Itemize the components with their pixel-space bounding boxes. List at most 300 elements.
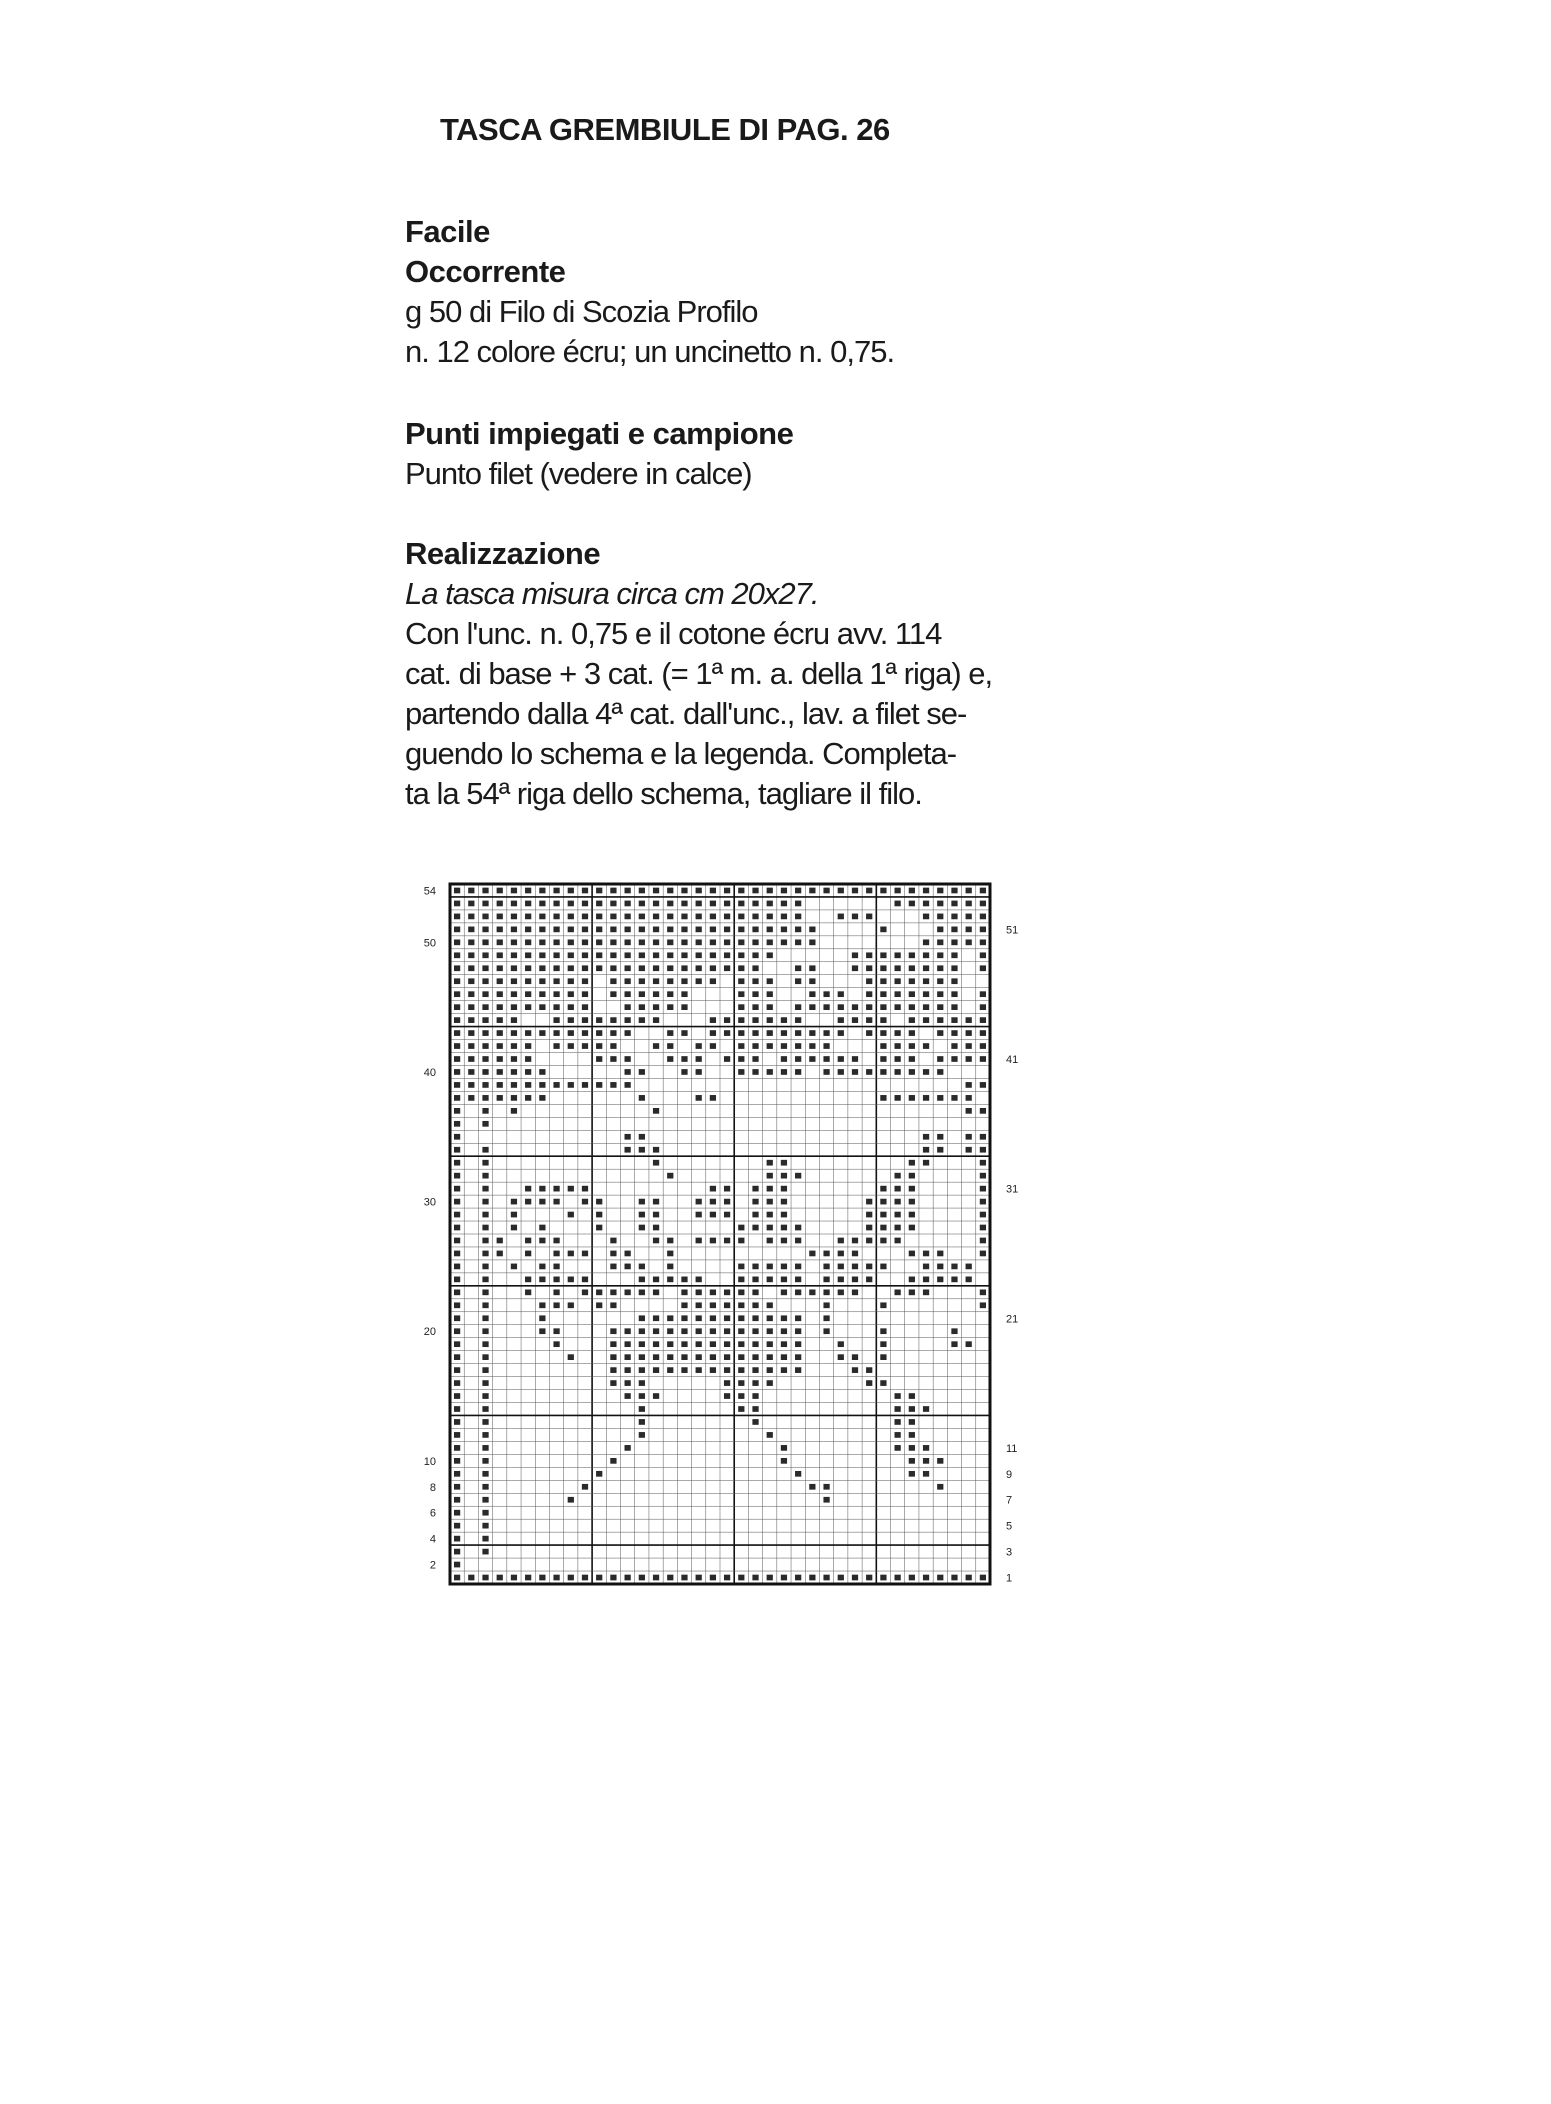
filled-cell xyxy=(966,1341,972,1347)
filled-cell xyxy=(951,1043,957,1049)
filled-cell xyxy=(880,1380,886,1386)
filled-cell xyxy=(951,1575,957,1581)
filled-cell xyxy=(880,1056,886,1062)
filled-cell xyxy=(923,965,929,971)
filled-cell xyxy=(937,1484,943,1490)
filled-cell xyxy=(553,1341,559,1347)
filled-cell xyxy=(937,991,943,997)
filled-cell xyxy=(525,1289,531,1295)
filled-cell xyxy=(866,1199,872,1205)
filled-cell xyxy=(454,939,460,945)
filled-cell xyxy=(895,1030,901,1036)
filled-cell xyxy=(482,1575,488,1581)
filled-cell xyxy=(852,888,858,894)
filled-cell xyxy=(951,901,957,907)
filled-cell xyxy=(511,1575,517,1581)
filled-cell xyxy=(752,914,758,920)
filled-cell xyxy=(880,1328,886,1334)
filled-cell xyxy=(497,1069,503,1075)
filled-cell xyxy=(653,1160,659,1166)
filled-cell xyxy=(980,1147,986,1153)
filled-cell xyxy=(923,1575,929,1581)
filled-cell xyxy=(781,1225,787,1231)
filled-cell xyxy=(497,1030,503,1036)
filled-cell xyxy=(909,1419,915,1425)
filled-cell xyxy=(809,927,815,933)
filled-cell xyxy=(582,1017,588,1023)
filled-cell xyxy=(468,1004,474,1010)
right-row-label: 3 xyxy=(1006,1546,1013,1559)
filled-cell xyxy=(724,1199,730,1205)
filled-cell xyxy=(909,1160,915,1166)
filled-cell xyxy=(696,1289,702,1295)
filled-cell xyxy=(482,1458,488,1464)
filled-cell xyxy=(653,939,659,945)
filled-cell xyxy=(937,1030,943,1036)
filled-cell xyxy=(937,1095,943,1101)
filled-cell xyxy=(625,927,631,933)
filled-cell xyxy=(696,1238,702,1244)
filled-cell xyxy=(809,1484,815,1490)
filled-cell xyxy=(696,901,702,907)
filled-cell xyxy=(738,927,744,933)
filled-cell xyxy=(667,914,673,920)
filled-cell xyxy=(539,939,545,945)
filled-cell xyxy=(667,1238,673,1244)
filled-cell xyxy=(696,1043,702,1049)
filled-cell xyxy=(482,1056,488,1062)
filled-cell xyxy=(838,1017,844,1023)
filled-cell xyxy=(681,991,687,997)
filled-cell xyxy=(553,1328,559,1334)
left-row-label: 54 xyxy=(423,885,436,898)
filled-cell xyxy=(454,1393,460,1399)
filled-cell xyxy=(781,1017,787,1023)
filled-cell xyxy=(468,1030,474,1036)
filled-cell xyxy=(752,939,758,945)
filled-cell xyxy=(667,1251,673,1257)
filled-cell xyxy=(454,1354,460,1360)
filled-cell xyxy=(454,1238,460,1244)
filled-cell xyxy=(582,1082,588,1088)
filled-cell xyxy=(596,1082,602,1088)
filled-cell xyxy=(696,888,702,894)
filled-cell xyxy=(909,1393,915,1399)
filled-cell xyxy=(482,1354,488,1360)
filled-cell xyxy=(553,1030,559,1036)
filled-cell xyxy=(582,888,588,894)
filled-cell xyxy=(937,927,943,933)
difficulty-label: Facile xyxy=(405,214,490,249)
filled-cell xyxy=(909,1445,915,1451)
filled-cell xyxy=(852,1575,858,1581)
filled-cell xyxy=(767,1354,773,1360)
filled-cell xyxy=(781,914,787,920)
filled-cell xyxy=(667,1315,673,1321)
filled-cell xyxy=(710,1302,716,1308)
filled-cell xyxy=(596,1030,602,1036)
filled-cell xyxy=(482,1251,488,1257)
filled-cell xyxy=(568,914,574,920)
filled-cell xyxy=(909,1212,915,1218)
filled-cell xyxy=(553,1277,559,1283)
filled-cell xyxy=(767,1004,773,1010)
filled-cell xyxy=(511,991,517,997)
left-row-label: 10 xyxy=(423,1455,436,1468)
left-row-label: 30 xyxy=(423,1196,436,1209)
filled-cell xyxy=(937,939,943,945)
filled-cell xyxy=(966,1108,972,1114)
filled-cell xyxy=(951,1264,957,1270)
filled-cell xyxy=(909,1199,915,1205)
filled-cell xyxy=(482,1406,488,1412)
filled-cell xyxy=(752,1186,758,1192)
filled-cell xyxy=(667,901,673,907)
filled-cell xyxy=(667,965,673,971)
filled-cell xyxy=(823,1030,829,1036)
filled-cell xyxy=(525,901,531,907)
filled-cell xyxy=(681,901,687,907)
filled-cell xyxy=(752,1341,758,1347)
filled-cell xyxy=(823,1315,829,1321)
filled-cell xyxy=(951,1056,957,1062)
filled-cell xyxy=(454,1497,460,1503)
filled-cell xyxy=(539,1315,545,1321)
filled-cell xyxy=(895,1432,901,1438)
filled-cell xyxy=(667,927,673,933)
filled-cell xyxy=(866,1277,872,1283)
filled-cell xyxy=(710,888,716,894)
filled-cell xyxy=(610,1082,616,1088)
filled-cell xyxy=(525,965,531,971)
filled-cell xyxy=(553,1017,559,1023)
filled-cell xyxy=(937,1004,943,1010)
filled-cell xyxy=(752,1575,758,1581)
filled-cell xyxy=(667,939,673,945)
filled-cell xyxy=(482,1082,488,1088)
filled-cell xyxy=(767,927,773,933)
filled-cell xyxy=(724,1289,730,1295)
filled-cell xyxy=(582,1484,588,1490)
filled-cell xyxy=(482,1121,488,1127)
filled-cell xyxy=(596,1043,602,1049)
filled-cell xyxy=(923,1043,929,1049)
filled-cell xyxy=(710,1199,716,1205)
filled-cell xyxy=(610,978,616,984)
filled-cell xyxy=(696,1328,702,1334)
filled-cell xyxy=(823,1484,829,1490)
filled-cell xyxy=(525,1095,531,1101)
filled-cell xyxy=(781,1264,787,1270)
filled-cell xyxy=(482,1264,488,1270)
filled-cell xyxy=(482,1238,488,1244)
filled-cell xyxy=(781,1069,787,1075)
filled-cell xyxy=(866,991,872,997)
filled-cell xyxy=(596,901,602,907)
filled-cell xyxy=(497,1004,503,1010)
filled-cell xyxy=(625,952,631,958)
filled-cell xyxy=(653,914,659,920)
filled-cell xyxy=(738,888,744,894)
filled-cell xyxy=(511,1225,517,1231)
filled-cell xyxy=(895,901,901,907)
instruction-line: Con l'unc. n. 0,75 e il cotone écru avv. 114 xyxy=(405,616,942,651)
filled-cell xyxy=(781,1575,787,1581)
filled-cell xyxy=(681,1354,687,1360)
filled-cell xyxy=(809,965,815,971)
filled-cell xyxy=(653,1199,659,1205)
filled-cell xyxy=(880,1575,886,1581)
filled-cell xyxy=(568,1186,574,1192)
filled-cell xyxy=(511,914,517,920)
filled-cell xyxy=(610,888,616,894)
filled-cell xyxy=(482,901,488,907)
filled-cell xyxy=(980,1017,986,1023)
filled-cell xyxy=(454,1458,460,1464)
filled-cell xyxy=(610,952,616,958)
filled-cell xyxy=(468,952,474,958)
filled-cell xyxy=(738,1017,744,1023)
filled-cell xyxy=(625,901,631,907)
filled-cell xyxy=(696,952,702,958)
filled-cell xyxy=(752,1004,758,1010)
filled-cell xyxy=(923,914,929,920)
filled-cell xyxy=(923,1471,929,1477)
filled-cell xyxy=(610,914,616,920)
filled-cell xyxy=(923,1445,929,1451)
filled-cell xyxy=(895,1069,901,1075)
filled-cell xyxy=(525,927,531,933)
size-note: La tasca misura circa cm 20x27. xyxy=(405,576,819,611)
filled-cell xyxy=(752,1328,758,1334)
filled-cell xyxy=(639,914,645,920)
filled-cell xyxy=(724,1017,730,1023)
filled-cell xyxy=(539,927,545,933)
filled-cell xyxy=(525,1069,531,1075)
filled-cell xyxy=(966,939,972,945)
filled-cell xyxy=(866,1030,872,1036)
filled-cell xyxy=(795,1575,801,1581)
filled-cell xyxy=(653,991,659,997)
filled-cell xyxy=(781,1341,787,1347)
filled-cell xyxy=(454,1367,460,1373)
filled-cell xyxy=(724,1315,730,1321)
filled-cell xyxy=(795,927,801,933)
filled-cell xyxy=(767,1575,773,1581)
filled-cell xyxy=(653,901,659,907)
filled-cell xyxy=(582,939,588,945)
filled-cell xyxy=(497,978,503,984)
filled-cell xyxy=(966,1575,972,1581)
filled-cell xyxy=(482,1186,488,1192)
filled-cell xyxy=(596,965,602,971)
filled-cell xyxy=(454,1419,460,1425)
filled-cell xyxy=(639,1367,645,1373)
filled-cell xyxy=(610,901,616,907)
filled-cell xyxy=(781,1328,787,1334)
filled-cell xyxy=(909,1030,915,1036)
filled-cell xyxy=(639,1315,645,1321)
filled-cell xyxy=(653,965,659,971)
filled-cell xyxy=(582,978,588,984)
filled-cell xyxy=(625,1082,631,1088)
filled-cell xyxy=(966,1043,972,1049)
filled-cell xyxy=(681,914,687,920)
filled-cell xyxy=(539,1277,545,1283)
filled-cell xyxy=(639,1380,645,1386)
filled-cell xyxy=(752,1017,758,1023)
filled-cell xyxy=(553,901,559,907)
filled-cell xyxy=(653,1147,659,1153)
filet-chart-svg xyxy=(405,872,1045,1592)
filled-cell xyxy=(767,1238,773,1244)
filled-cell xyxy=(482,1484,488,1490)
filled-cell xyxy=(866,1367,872,1373)
filled-cell xyxy=(696,1056,702,1062)
filled-cell xyxy=(795,1289,801,1295)
filled-cell xyxy=(710,1030,716,1036)
filled-cell xyxy=(823,888,829,894)
filled-cell xyxy=(710,1043,716,1049)
filled-cell xyxy=(909,952,915,958)
filled-cell xyxy=(625,888,631,894)
filled-cell xyxy=(625,978,631,984)
filled-cell xyxy=(681,965,687,971)
filled-cell xyxy=(909,888,915,894)
filled-cell xyxy=(724,1575,730,1581)
filled-cell xyxy=(639,1354,645,1360)
filled-cell xyxy=(823,1004,829,1010)
filled-cell xyxy=(980,1575,986,1581)
filled-cell xyxy=(738,1367,744,1373)
filled-cell xyxy=(482,1523,488,1529)
filled-cell xyxy=(852,1238,858,1244)
filled-cell xyxy=(724,901,730,907)
filled-cell xyxy=(454,1277,460,1283)
filled-cell xyxy=(681,978,687,984)
filled-cell xyxy=(838,1289,844,1295)
filled-cell xyxy=(710,1238,716,1244)
filled-cell xyxy=(482,914,488,920)
filled-cell xyxy=(696,939,702,945)
filled-cell xyxy=(653,978,659,984)
filled-cell xyxy=(710,1315,716,1321)
filled-cell xyxy=(852,1251,858,1257)
filled-cell xyxy=(482,1380,488,1386)
filled-cell xyxy=(482,1173,488,1179)
filled-cell xyxy=(752,1406,758,1412)
filled-cell xyxy=(454,1471,460,1477)
filled-cell xyxy=(696,1212,702,1218)
filled-cell xyxy=(497,901,503,907)
filled-cell xyxy=(681,1575,687,1581)
filled-cell xyxy=(951,1277,957,1283)
filled-cell xyxy=(610,1238,616,1244)
filled-cell xyxy=(909,1043,915,1049)
filled-cell xyxy=(653,1043,659,1049)
filled-cell xyxy=(582,1004,588,1010)
filled-cell xyxy=(539,1095,545,1101)
filled-cell xyxy=(980,1238,986,1244)
filled-cell xyxy=(781,901,787,907)
filled-cell xyxy=(895,1419,901,1425)
filled-cell xyxy=(596,1471,602,1477)
left-row-label: 20 xyxy=(423,1326,436,1339)
filled-cell xyxy=(553,978,559,984)
filled-cell xyxy=(767,1199,773,1205)
filled-cell xyxy=(880,1069,886,1075)
filled-cell xyxy=(639,1432,645,1438)
filled-cell xyxy=(468,888,474,894)
filled-cell xyxy=(639,952,645,958)
filled-cell xyxy=(511,1030,517,1036)
filled-cell xyxy=(866,1575,872,1581)
filled-cell xyxy=(511,939,517,945)
filled-cell xyxy=(582,991,588,997)
filled-cell xyxy=(767,1302,773,1308)
filled-cell xyxy=(966,1134,972,1140)
filled-cell xyxy=(639,1277,645,1283)
filled-cell xyxy=(752,1199,758,1205)
filled-cell xyxy=(951,1004,957,1010)
filled-cell xyxy=(724,1030,730,1036)
filled-cell xyxy=(909,1471,915,1477)
filled-cell xyxy=(625,914,631,920)
instruction-line: partendo dalla 4ª cat. dall'unc., lav. a filet se- xyxy=(405,696,967,731)
filled-cell xyxy=(880,1017,886,1023)
filled-cell xyxy=(852,952,858,958)
filled-cell xyxy=(880,1004,886,1010)
filled-cell xyxy=(625,1134,631,1140)
filled-cell xyxy=(880,1030,886,1036)
filled-cell xyxy=(880,1238,886,1244)
filled-cell xyxy=(653,1393,659,1399)
filled-cell xyxy=(653,927,659,933)
filled-cell xyxy=(568,1017,574,1023)
filled-cell xyxy=(767,1030,773,1036)
filled-cell xyxy=(767,914,773,920)
filled-cell xyxy=(539,1030,545,1036)
instructions-heading: Realizzazione xyxy=(405,536,601,571)
left-row-label: 2 xyxy=(429,1559,436,1572)
filled-cell xyxy=(738,1043,744,1049)
filled-cell xyxy=(553,888,559,894)
filled-cell xyxy=(696,1199,702,1205)
right-row-label: 51 xyxy=(1006,924,1019,937)
filled-cell xyxy=(852,1056,858,1062)
filled-cell xyxy=(980,888,986,894)
filled-cell xyxy=(482,1160,488,1166)
filled-cell xyxy=(696,1575,702,1581)
stitches-heading: Punti impiegati e campione xyxy=(405,416,794,451)
filled-cell xyxy=(795,1030,801,1036)
filled-cell xyxy=(582,914,588,920)
filled-cell xyxy=(525,1277,531,1283)
filled-cell xyxy=(681,1302,687,1308)
filled-cell xyxy=(880,1212,886,1218)
filled-cell xyxy=(951,952,957,958)
filled-cell xyxy=(880,991,886,997)
left-row-label: 6 xyxy=(429,1507,436,1520)
filled-cell xyxy=(852,1289,858,1295)
filled-cell xyxy=(767,1017,773,1023)
filled-cell xyxy=(582,1199,588,1205)
filled-cell xyxy=(980,1134,986,1140)
filled-cell xyxy=(582,1289,588,1295)
filled-cell xyxy=(710,1354,716,1360)
filled-cell xyxy=(738,1004,744,1010)
filled-cell xyxy=(639,1289,645,1295)
